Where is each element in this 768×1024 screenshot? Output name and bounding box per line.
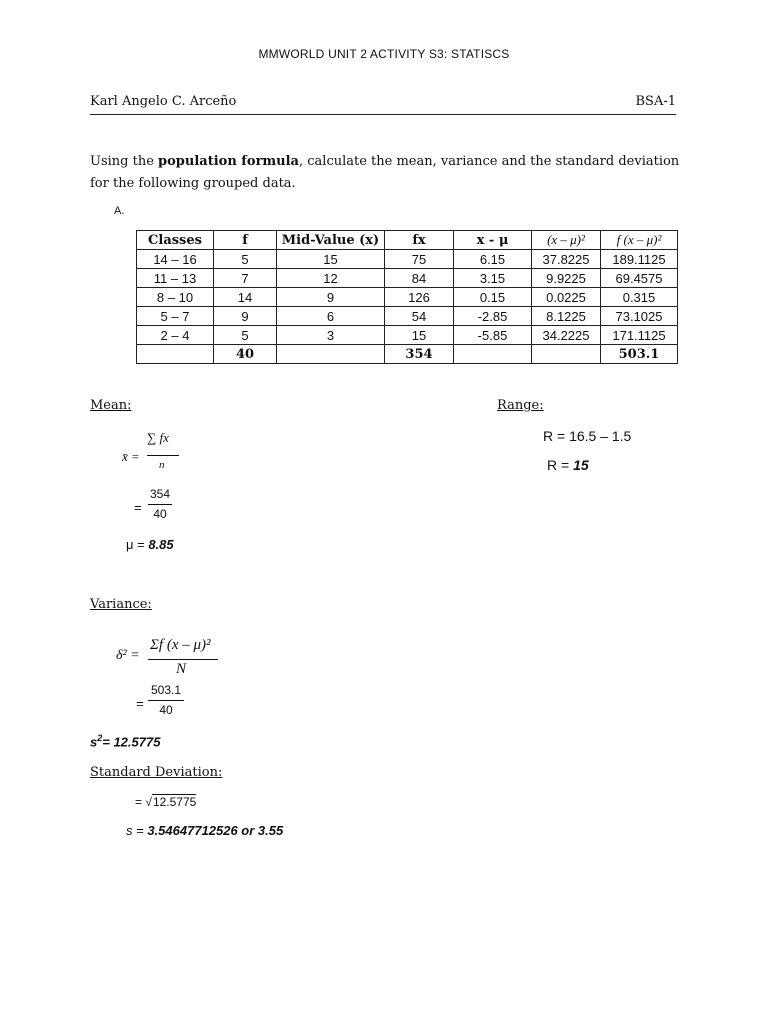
header-fx: fx bbox=[385, 231, 454, 250]
table-cell: 69.4575 bbox=[601, 269, 678, 288]
header-classes: Classes bbox=[137, 231, 214, 250]
grouped-data-table bbox=[136, 230, 678, 364]
variance-formula-lhs: δ² = bbox=[116, 648, 140, 663]
table-cell: 3 bbox=[277, 326, 385, 345]
table-cell: 75 bbox=[385, 250, 454, 269]
table-cell: 0.315 bbox=[601, 288, 678, 307]
table-cell: 12 bbox=[277, 269, 385, 288]
range-heading: Range: bbox=[497, 398, 544, 413]
mean-formula-lhs: x̄ = bbox=[122, 449, 140, 464]
mean-heading: Mean: bbox=[90, 398, 132, 413]
std-dev-eq: = bbox=[135, 795, 146, 809]
instructions-bold: population formula bbox=[158, 154, 299, 169]
author-row bbox=[90, 94, 676, 115]
variance-denominator: 40 bbox=[159, 703, 173, 717]
table-cell: 34.2225 bbox=[532, 326, 601, 345]
header-mid-value: Mid-Value (x) bbox=[277, 231, 385, 250]
table-cell: 9 bbox=[214, 307, 277, 326]
table-cell: -5.85 bbox=[454, 326, 532, 345]
variance-result-sup: 2 bbox=[97, 733, 103, 743]
total-fx: 354 bbox=[385, 345, 454, 364]
table-row bbox=[137, 288, 678, 307]
variance-result-label: s bbox=[90, 734, 98, 750]
table-row bbox=[137, 250, 678, 269]
table-row bbox=[137, 307, 678, 326]
variance-formula-bar bbox=[148, 659, 218, 660]
variance-result-value: = 12.5775 bbox=[102, 734, 161, 750]
table-row bbox=[137, 269, 678, 288]
table-cell: 7 bbox=[214, 269, 277, 288]
range-line1: R = 16.5 – 1.5 bbox=[543, 428, 632, 444]
mean-result-label: μ = bbox=[126, 537, 149, 552]
table-cell bbox=[454, 345, 532, 364]
table-cell: 0.15 bbox=[454, 288, 532, 307]
mean-formula-denominator: n bbox=[159, 459, 165, 471]
std-dev-heading: Standard Deviation: bbox=[90, 765, 223, 780]
total-f: 40 bbox=[214, 345, 277, 364]
mean-fraction-bar bbox=[148, 504, 172, 505]
std-dev-result bbox=[126, 823, 283, 838]
header-f: f bbox=[214, 231, 277, 250]
table-cell: 126 bbox=[385, 288, 454, 307]
variance-fraction-bar bbox=[148, 700, 184, 701]
table-cell bbox=[137, 345, 214, 364]
mean-formula-numerator: ∑ fx bbox=[147, 430, 169, 445]
mean-eq: = bbox=[134, 500, 142, 515]
table-cell: 8 – 10 bbox=[137, 288, 214, 307]
table-cell: 73.1025 bbox=[601, 307, 678, 326]
mean-numerator: 354 bbox=[149, 487, 171, 501]
sqrt-icon: √ bbox=[145, 795, 152, 809]
table-cell: 8.1225 bbox=[532, 307, 601, 326]
mean-result bbox=[126, 537, 174, 552]
table-cell: 15 bbox=[277, 250, 385, 269]
section-label: BSA-1 bbox=[635, 94, 676, 109]
table-cell: 11 – 13 bbox=[137, 269, 214, 288]
document-title: MMWORLD UNIT 2 ACTIVITY S3: STATISCS bbox=[258, 47, 510, 61]
variance-formula-numerator: Σf (x – μ)² bbox=[150, 637, 211, 653]
author-name: Karl Angelo C. Arceño bbox=[90, 94, 237, 109]
header-f-squared-dev: f (x – μ)² bbox=[601, 231, 678, 250]
range-result-label: R = bbox=[547, 457, 574, 473]
mean-denominator: 40 bbox=[153, 507, 167, 521]
table-cell: 5 – 7 bbox=[137, 307, 214, 326]
variance-numerator: 503.1 bbox=[150, 683, 182, 697]
table-cell: 9.9225 bbox=[532, 269, 601, 288]
variance-result bbox=[90, 733, 160, 749]
table-cell: -2.85 bbox=[454, 307, 532, 326]
std-dev-radicand-wrap bbox=[152, 795, 196, 809]
variance-formula-denominator: N bbox=[176, 661, 187, 677]
table-cell: 14 bbox=[214, 288, 277, 307]
table-cell: 6 bbox=[277, 307, 385, 326]
table-cell: 9 bbox=[277, 288, 385, 307]
table-cell: 5 bbox=[214, 326, 277, 345]
part-label: A. bbox=[114, 205, 125, 217]
table-header-row bbox=[137, 231, 678, 250]
table-cell: 54 bbox=[385, 307, 454, 326]
std-dev-result-label: s = bbox=[126, 823, 148, 838]
table-cell: 15 bbox=[385, 326, 454, 345]
total-f-squared-dev: 503.1 bbox=[601, 345, 678, 364]
table-row bbox=[137, 326, 678, 345]
range-result-value: 15 bbox=[573, 457, 589, 473]
header-x-minus-mu: x - μ bbox=[454, 231, 532, 250]
table-cell: 5 bbox=[214, 250, 277, 269]
variance-heading: Variance: bbox=[90, 597, 152, 612]
table-cell: 0.0225 bbox=[532, 288, 601, 307]
mean-formula-bar bbox=[147, 455, 179, 456]
instructions-suffix: , calculate the mean, variance and the standard deviation for the following grouped data. bbox=[90, 154, 680, 191]
variance-eq: = bbox=[136, 696, 144, 711]
instructions bbox=[90, 151, 680, 195]
table-cell: 3.15 bbox=[454, 269, 532, 288]
table-cell: 171.1125 bbox=[601, 326, 678, 345]
std-dev-result-value: 3.54647712526 or 3.55 bbox=[147, 823, 284, 838]
table-cell bbox=[277, 345, 385, 364]
table-cell: 84 bbox=[385, 269, 454, 288]
mean-fraction bbox=[148, 487, 172, 523]
table-cell: 2 – 4 bbox=[137, 326, 214, 345]
std-dev-radicand: 12.5775 bbox=[152, 795, 197, 809]
table-cell: 189.1125 bbox=[601, 250, 678, 269]
range-result bbox=[547, 457, 589, 473]
header-squared-dev: (x – μ)² bbox=[532, 231, 601, 250]
table-cell: 14 – 16 bbox=[137, 250, 214, 269]
std-dev-sqrt-line bbox=[135, 795, 196, 809]
table-totals-row bbox=[137, 345, 678, 364]
table-cell: 37.8225 bbox=[532, 250, 601, 269]
table-cell: 6.15 bbox=[454, 250, 532, 269]
table-cell bbox=[532, 345, 601, 364]
mean-result-value: 8.85 bbox=[148, 537, 174, 552]
instructions-prefix: Using the bbox=[90, 154, 159, 169]
variance-fraction bbox=[148, 683, 184, 719]
